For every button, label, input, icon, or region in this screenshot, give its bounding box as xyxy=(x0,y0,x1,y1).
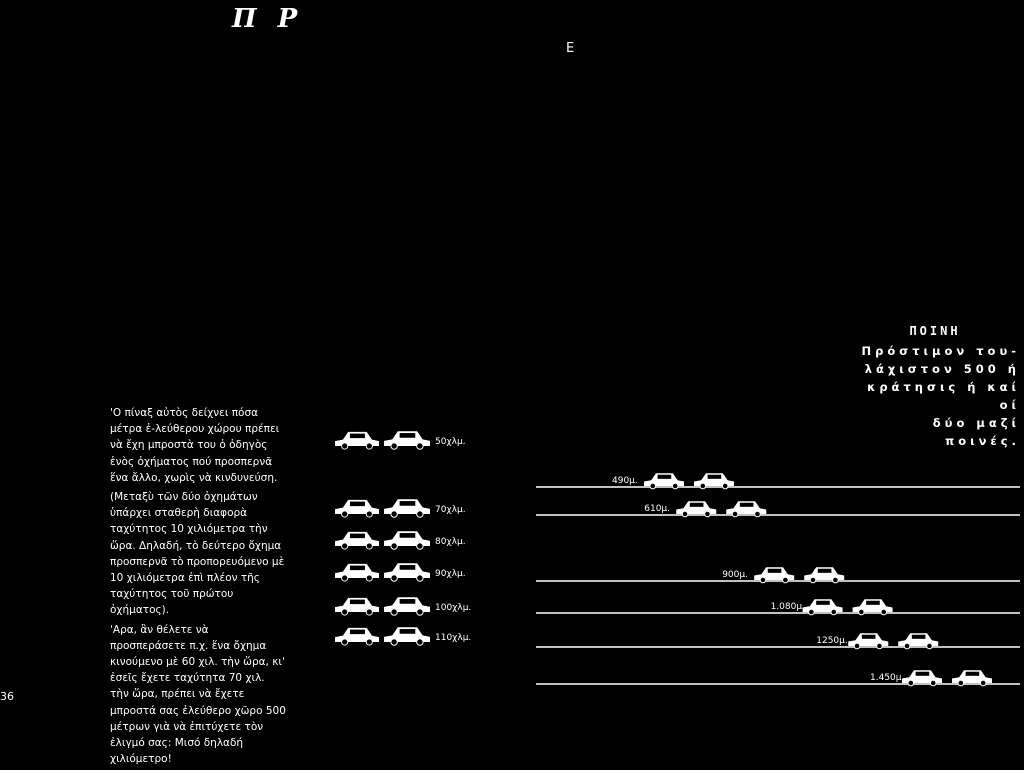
car-wheel xyxy=(760,577,766,583)
car-window xyxy=(350,534,365,539)
car-wheel xyxy=(958,680,964,686)
car-wheel xyxy=(391,609,397,615)
overtaking-car xyxy=(384,531,430,549)
car-wheel xyxy=(391,511,397,517)
car-wheel xyxy=(366,543,372,549)
speed-label: 50χλμ. xyxy=(435,437,466,447)
car-window xyxy=(400,501,416,506)
car-wheel xyxy=(342,443,348,449)
car-window xyxy=(966,672,980,676)
distance-label: 490μ. xyxy=(612,476,638,486)
car-wheel xyxy=(854,643,860,649)
lead-car xyxy=(335,500,379,517)
car-wheel xyxy=(930,680,936,686)
car-wheel xyxy=(366,443,372,449)
car-wheel xyxy=(831,609,837,615)
car-wheel xyxy=(755,511,761,517)
overtaking-car xyxy=(384,499,430,517)
car-wheel xyxy=(904,643,910,649)
paragraph: 'Ο πίναξ αὐτὸς δείχνει πόσα μέτρα ἐ-λεύθερου χώρου πρέπει νὰ ἔχη μπροστὰ του ὁ ὁδηγὸς ἑνὸς ὀχήματος πού προσπερνᾶ ἕνα ἄλλο, χωρὶς νὰ κινδυνεύση. xyxy=(110,407,280,484)
car-wheel xyxy=(391,639,397,645)
penalty-heading: ΠΟΙΝΗ xyxy=(909,324,961,338)
car-wheel xyxy=(722,483,728,489)
distance-label: 610μ. xyxy=(644,504,671,514)
car-wheel xyxy=(366,511,372,517)
distance-label: 1.080μ. xyxy=(770,602,805,612)
car-window xyxy=(866,601,880,605)
overtaking-car xyxy=(384,597,430,615)
car-wheel xyxy=(783,577,789,583)
speed-label: 110χλμ. xyxy=(435,633,472,643)
car-wheel xyxy=(417,543,423,549)
car-wheel xyxy=(366,575,372,581)
overtaking-car xyxy=(384,627,430,645)
car-window xyxy=(816,601,830,605)
car-window xyxy=(350,502,365,507)
car-wheel xyxy=(391,575,397,581)
car-window xyxy=(916,672,930,676)
lead-car xyxy=(335,564,379,581)
car-wheel xyxy=(908,680,914,686)
penalty-line: δύο μαζί ποινές. xyxy=(932,416,1020,448)
car-wheel xyxy=(682,511,688,517)
speed-label: 90χλμ. xyxy=(435,569,466,579)
lead-car xyxy=(335,532,379,549)
car-window xyxy=(350,600,365,605)
distance-label: 900μ. xyxy=(722,570,748,580)
car-wheel xyxy=(417,511,423,517)
speed-label: 100χλμ. xyxy=(435,603,472,613)
penalty-line: κράτησις ή καί οί xyxy=(867,380,1020,412)
car-window xyxy=(350,630,365,635)
car-wheel xyxy=(342,609,348,615)
car-wheel xyxy=(342,575,348,581)
car-window xyxy=(400,433,416,438)
car-window xyxy=(400,565,416,570)
penalty-line: Πρόστιμον του- xyxy=(861,344,1020,358)
car-wheel xyxy=(672,483,678,489)
penalty-line: λάχιστον 500 ή xyxy=(864,362,1020,376)
speed-label: 70χλμ. xyxy=(435,505,466,515)
overtaking-car xyxy=(384,431,430,449)
speed-label: 80χλμ. xyxy=(435,537,466,547)
car-wheel xyxy=(417,575,423,581)
car-wheel xyxy=(810,577,816,583)
decorative-mark: E xyxy=(566,41,575,56)
car-wheel xyxy=(391,543,397,549)
car-window xyxy=(658,475,672,479)
car-wheel xyxy=(980,680,986,686)
distance-label: 1.450μ. xyxy=(870,673,905,683)
car-window xyxy=(862,635,876,639)
car-wheel xyxy=(366,639,372,645)
lead-car xyxy=(335,628,379,645)
car-wheel xyxy=(732,511,738,517)
paragraph: (Μεταξὺ τῶν δύο ὀχημάτων ὑπάρχει σταθερὴ διαφορὰ ταχύτητος 10 χιλιόμετρα τὴν ὥρα. Δηλαδή, τὸ δεύτερο ὄχημα προσπερνᾶ τὸ προπορευόμενο μὲ 10 χιλιόμετρα ἐπὶ πλέον τῆς ταχύτητος τοῦ πρώτου ὀχήματος). xyxy=(110,491,285,617)
car-window xyxy=(350,566,365,571)
car-wheel xyxy=(881,609,887,615)
car-wheel xyxy=(650,483,656,489)
title-glyphs: Π Ρ xyxy=(232,4,304,34)
car-wheel xyxy=(342,543,348,549)
paragraph: 'Αρα, ἂν θέλετε νὰ προσπεράσετε π.χ. ἕνα ὄχημα κινούμενο μὲ 60 χιλ. τὴν ὥρα, κι' ἐσεῖς ἔχετε ταχύτητα 70 χιλ. τὴν ὥρα, πρέπει νὰ ἔχετε μπροστά σας ἐλεύθερο χῶρο 500 μέτρων γιὰ νὰ ἐπιτύχετε τὸν ἐλιγμό σας: Μισό δηλαδή χιλιόμετρο! xyxy=(110,623,286,766)
car-wheel xyxy=(859,609,865,615)
car-window xyxy=(400,533,416,538)
car-wheel xyxy=(342,639,348,645)
lead-car xyxy=(335,598,379,615)
car-wheel xyxy=(833,577,839,583)
car-window xyxy=(708,475,722,479)
overtaking-car xyxy=(384,563,430,581)
car-wheel xyxy=(342,511,348,517)
car-window xyxy=(400,629,416,634)
car-wheel xyxy=(705,511,711,517)
car-wheel xyxy=(927,643,933,649)
page-number: 36 xyxy=(0,690,14,703)
car-window xyxy=(740,503,754,507)
car-wheel xyxy=(391,443,397,449)
car-window xyxy=(350,434,365,439)
car-wheel xyxy=(417,639,423,645)
car-wheel xyxy=(700,483,706,489)
car-wheel xyxy=(417,443,423,449)
car-wheel xyxy=(877,643,883,649)
car-wheel xyxy=(366,609,372,615)
car-window xyxy=(690,503,704,507)
car-window xyxy=(400,599,416,604)
car-window xyxy=(912,635,926,639)
car-wheel xyxy=(809,609,815,615)
car-wheel xyxy=(417,609,423,615)
lead-car xyxy=(335,432,379,449)
car-window xyxy=(818,569,832,573)
car-window xyxy=(768,569,782,573)
distance-label: 1250μ. xyxy=(816,636,848,646)
